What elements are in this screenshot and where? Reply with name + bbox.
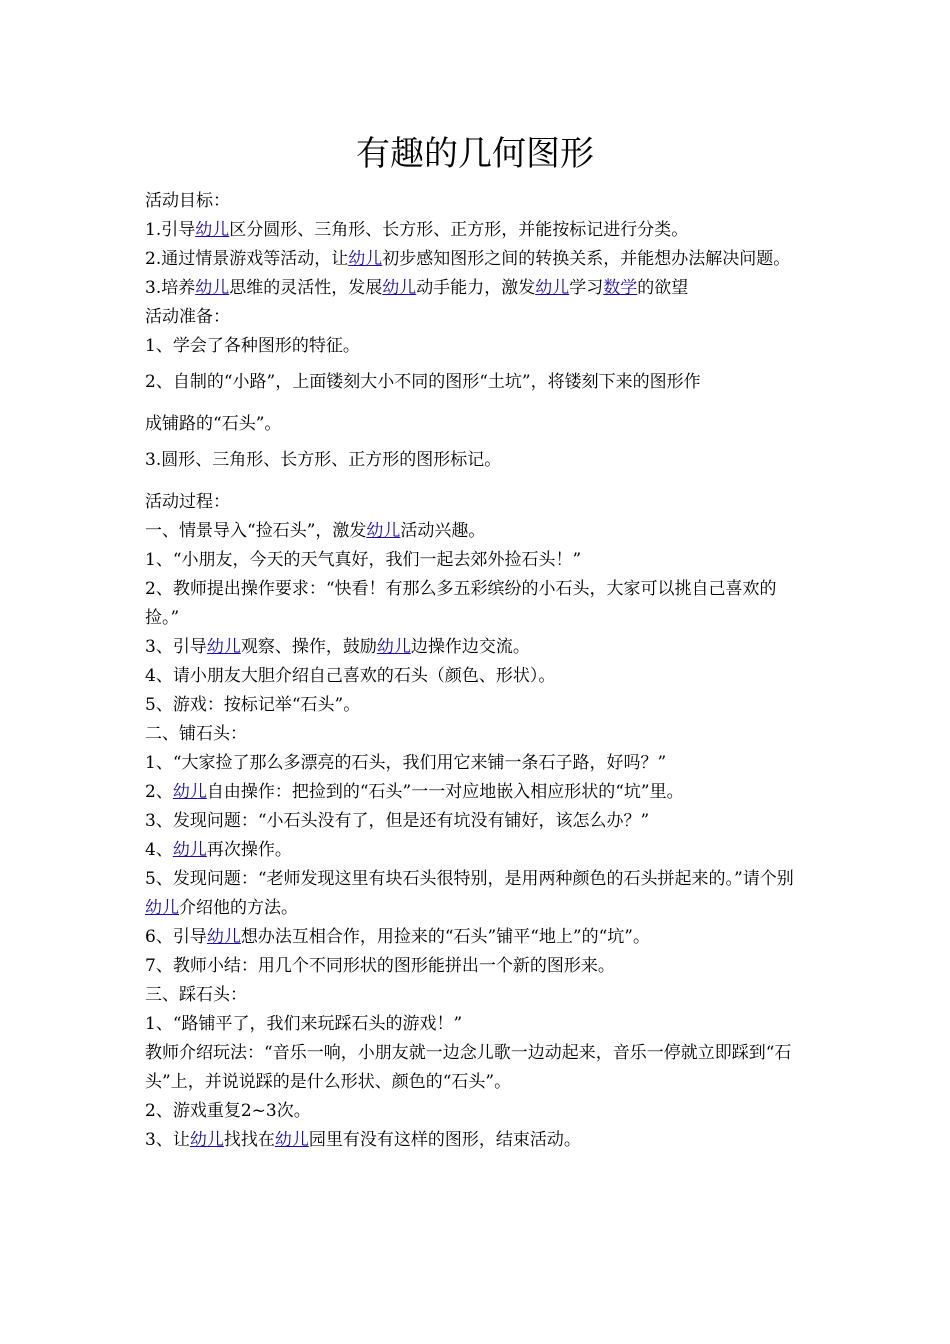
section-1-item-3: 3、引导幼儿观察、操作，鼓励幼儿边操作边交流。 xyxy=(145,637,530,657)
link-youer[interactable]: 幼儿 xyxy=(195,278,230,298)
link-youer[interactable]: 幼儿 xyxy=(274,1130,309,1150)
section-3-item-2: 2、游戏重复2~3次。 xyxy=(145,1101,311,1121)
section-2-item-2: 2、幼儿自由操作：把捡到的“石头”一一对应地嵌入相应形状的“坑”里。 xyxy=(145,782,684,802)
link-youer[interactable]: 幼儿 xyxy=(206,637,241,657)
prep-2-cont: 成铺路的“石头”。 xyxy=(145,414,282,434)
link-youer[interactable]: 幼儿 xyxy=(145,898,179,918)
section-2-item-5: 5、发现问题：“老师发现这里有块石头很特别，是用两种颜色的石头拼起来的。”请个别幼儿介绍他的方法。 xyxy=(145,869,794,918)
link-youer[interactable]: 幼儿 xyxy=(376,637,411,657)
section-2-item-7: 7、教师小结：用几个不同形状的图形能拼出一个新的图形来。 xyxy=(145,956,615,976)
section-1-item-5: 5、游戏：按标记举“石头”。 xyxy=(145,695,361,715)
section-3-heading: 三、踩石头： xyxy=(145,985,247,1005)
section-3-item-3: 3、让幼儿找找在幼儿园里有没有这样的图形，结束活动。 xyxy=(145,1130,581,1150)
link-youer[interactable]: 幼儿 xyxy=(366,521,401,541)
section-2-item-6: 6、引导幼儿想办法互相合作，用捡来的“石头”铺平“地上”的“坑”。 xyxy=(145,927,650,947)
goal-1: 1.引导幼儿区分圆形、三角形、长方形、正方形，并能按标记进行分类。 xyxy=(145,220,689,240)
prep-2: 2、自制的“小路”，上面镂刻大小不同的图形“土坑”，将镂刻下来的图形作 xyxy=(145,372,701,392)
section-2-item-4: 4、幼儿再次操作。 xyxy=(145,840,292,860)
section-2-heading: 二、铺石头： xyxy=(145,724,247,744)
link-shuxue[interactable]: 数学 xyxy=(603,278,638,298)
section-1-item-4: 4、请小朋友大胆介绍自己喜欢的石头（颜色、形状）。 xyxy=(145,666,556,686)
link-youer[interactable]: 幼儿 xyxy=(535,278,570,298)
link-youer[interactable]: 幼儿 xyxy=(195,220,230,240)
section-1-item-2: 2、教师提出操作要求：“快看！有那么多五彩缤纷的小石头，大家可以挑自己喜欢的捡。” xyxy=(145,579,777,628)
section-2-item-1: 1、“大家捡了那么多漂亮的石头，我们用它来铺一条石子路，好吗？” xyxy=(145,753,667,773)
prep-3: 3.圆形、三角形、长方形、正方形的图形标记。 xyxy=(145,450,502,470)
section-2-item-3: 3、发现问题：“小石头没有了，但是还有坑没有铺好，该怎么办？” xyxy=(145,811,650,831)
section-1-item-1: 1、“小朋友，今天的天气真好，我们一起去郊外捡石头！” xyxy=(145,550,582,570)
section-3-item-1: 1、“路铺平了，我们来玩踩石头的游戏！” xyxy=(145,1014,463,1034)
goal-2: 2.通过情景游戏等活动，让幼儿初步感知图形之间的转换关系，并能想办法解决问题。 xyxy=(145,249,791,269)
link-youer[interactable]: 幼儿 xyxy=(172,840,207,860)
page-title: 有趣的几何图形 xyxy=(356,134,594,174)
link-youer[interactable]: 幼儿 xyxy=(348,249,383,269)
link-youer[interactable]: 幼儿 xyxy=(382,278,417,298)
link-youer[interactable]: 幼儿 xyxy=(206,927,241,947)
prep-1: 1、学会了各种图形的特征。 xyxy=(145,336,360,356)
goal-heading: 活动目标： xyxy=(145,191,230,211)
document-body xyxy=(145,187,810,1155)
link-youer[interactable]: 幼儿 xyxy=(189,1130,224,1150)
section-3-item-1-detail: 教师介绍玩法：“音乐一响，小朋友就一边念儿歌一边动起来，音乐一停就立即踩到“石头”上，并说说踩的是什么形状、颜色的“石头”。 xyxy=(145,1043,792,1092)
process-heading: 活动过程： xyxy=(145,492,230,512)
section-1-heading: 一、情景导入“捡石头”，激发幼儿活动兴趣。 xyxy=(145,521,486,541)
prep-heading: 活动准备： xyxy=(145,307,230,327)
link-youer[interactable]: 幼儿 xyxy=(172,782,207,802)
goal-3: 3.培养幼儿思维的灵活性，发展幼儿动手能力，激发幼儿学习数学的欲望 xyxy=(145,278,689,298)
